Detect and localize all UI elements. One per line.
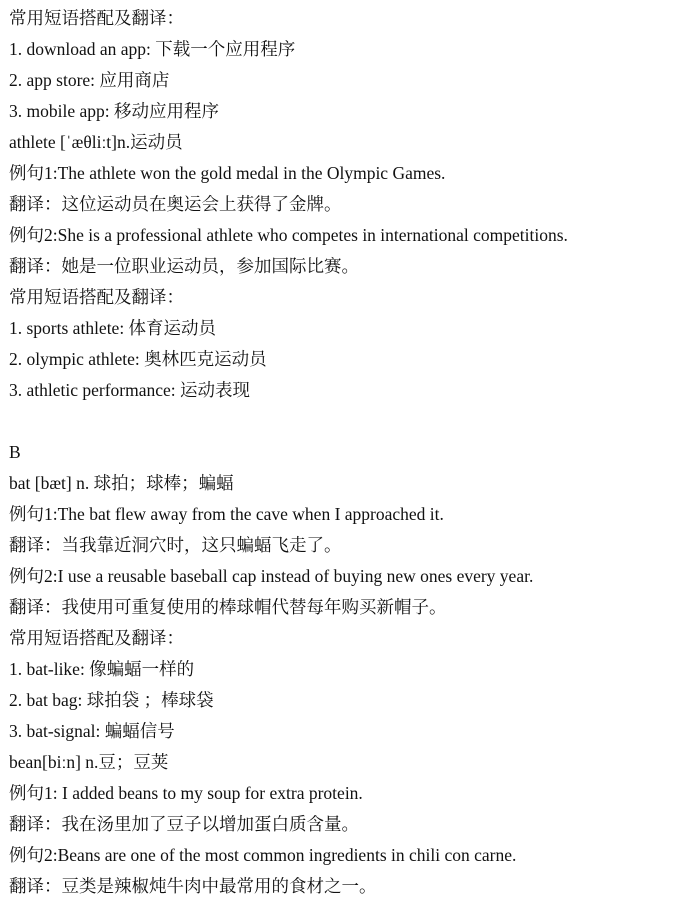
phrase-item: 3. athletic performance: 运动表现 — [9, 380, 251, 400]
section-letter: B — [9, 442, 21, 462]
translation: 翻译：她是一位职业运动员，参加国际比赛。 — [9, 256, 359, 276]
translation: 翻译：我在汤里加了豆子以增加蛋白质含量。 — [9, 814, 359, 834]
vocab-entry: bean[biːn] n.豆；豆荚 — [9, 752, 169, 772]
translation: 翻译：这位运动员在奥运会上获得了金牌。 — [9, 194, 342, 214]
phrase-item: 1. download an app: 下载一个应用程序 — [9, 39, 296, 59]
phrase-item: 2. bat bag: 球拍袋 ；棒球袋 — [9, 690, 214, 710]
example-sentence: 例句2:She is a professional athlete who competes in international competitions. — [9, 225, 568, 245]
example-sentence: 例句1: I added beans to my soup for extra protein. — [9, 783, 363, 803]
example-sentence: 例句2:I use a reusable baseball cap instead of buying new ones every year. — [9, 566, 534, 586]
phrase-item: 3. bat-signal: 蝙蝠信号 — [9, 721, 175, 741]
phrase-item: 3. mobile app: 移动应用程序 — [9, 101, 219, 121]
translation: 翻译：豆类是辣椒炖牛肉中最常用的食材之一。 — [9, 876, 377, 896]
example-sentence: 例句1:The athlete won the gold medal in the Olympic Games. — [9, 163, 446, 183]
translation: 翻译：我使用可重复使用的棒球帽代替每年购买新帽子。 — [9, 597, 447, 617]
phrase-item: 1. bat-like: 像蝙蝠一样的 — [9, 659, 195, 679]
vocab-entry: bat [bæt] n. 球拍；球棒；蝙蝠 — [9, 473, 234, 493]
phrase-heading: 常用短语搭配及翻译： — [9, 628, 184, 648]
translation: 翻译：当我靠近洞穴时，这只蝙蝠飞走了。 — [9, 535, 342, 555]
phrase-heading: 常用短语搭配及翻译： — [9, 8, 184, 28]
phrase-heading: 常用短语搭配及翻译： — [9, 287, 184, 307]
phrase-item: 1. sports athlete: 体育运动员 — [9, 318, 217, 338]
phrase-item: 2. olympic athlete: 奥林匹克运动员 — [9, 349, 267, 369]
vocab-entry: athlete [ˈæθliːt]n.运动员 — [9, 132, 183, 152]
phrase-item: 2. app store: 应用商店 — [9, 70, 170, 90]
example-sentence: 例句1:The bat flew away from the cave when I approached it. — [9, 504, 444, 524]
blank-line — [9, 406, 677, 437]
example-sentence: 例句2:Beans are one of the most common ingredients in chili con carne. — [9, 845, 517, 865]
